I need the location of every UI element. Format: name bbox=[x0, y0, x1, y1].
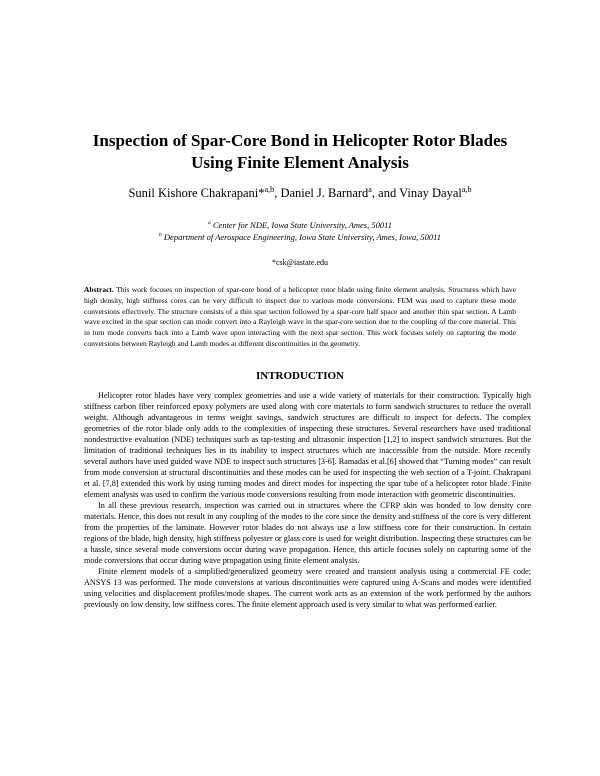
affiliation-b-mark: b bbox=[159, 232, 162, 239]
title-line-2: Using Finite Element Analysis bbox=[191, 153, 409, 172]
title-line-1: Inspection of Spar-Core Bond in Helicopter Rotor Blades bbox=[92, 131, 508, 150]
contact-email: *csk@iastate.edu bbox=[271, 258, 328, 267]
affiliation-b bbox=[60, 232, 540, 242]
abstract bbox=[84, 285, 516, 350]
introduction-body bbox=[84, 390, 531, 610]
author-3-affil-mark: a,b bbox=[461, 184, 472, 194]
section-heading-introduction: INTRODUCTION bbox=[255, 370, 344, 382]
author-2: , Daniel J. Barnard bbox=[274, 186, 369, 200]
abstract-text: This work focuses on inspection of spar-core bond of a helicopter rotor blade using finite element analysis. Structures which have high density, high stiffness cores can be very difficult to inspect due to various mode conversions. FEM was used to capture these mode conversions effectively. The structure consists of a thin spar section followed by a spar-core half space and another thin spar section. A Lamb wave excited in the spar section can mode convert into a Rayleigh wave in the spar-core section due to the coupling of the core material. This in turn mode converts back into a Lamb wave upon interacting with the next spar section. This work focuses solely on capturing the mode conversions between Rayleigh and Lamb modes at different discontinuities in the geometry. bbox=[84, 285, 516, 348]
author-1: Sunil Kishore Chakrapani* bbox=[128, 186, 265, 200]
author-1-affil-mark: a,b bbox=[264, 184, 275, 194]
affiliation-a bbox=[60, 220, 540, 230]
author-2-affil-mark: a bbox=[368, 184, 372, 194]
author-3: , and Vinay Dayal bbox=[371, 186, 462, 200]
intro-paragraph-1: Helicopter rotor blades have very complex geometries and use a wide variety of materials for their construction. Typically high stiffness carbon fiber reinforced epoxy polymers are used along with core materials to form sandwich structures to reduce the overall weight. Although advantageous in terms weight savings, sandwich structures are difficult to inspect for defects. The complex geometries of the rotor blade only adds to the complexities of inspecting these structures. Several researchers have used traditional nondestructive evaluation (NDE) techniques such as tap-testing and ultrasonic inspection [1,2] to inspect sandwich structures. But the limitation of traditional techniques lies in its inability to inspect structures which are inaccessible from the outside. More recently several authors have used guided wave NDE to inspect such structures [3-6]. Ramadas et al.[6] showed that “Turning modes” can result from mode conversion at structural discontinuities and these modes can be used for inspecting the web section of a T-joint. Chakrapani et al. [7,8] extended this work by using turning modes and direct modes for inspecting the spar tube of a helicopter rotor blade. Finite element analysis was used to confirm the various mode conversions resulting from mode interaction with geometric discontinuities. bbox=[84, 391, 531, 499]
intro-paragraph-3: Finite element models of a simplified/generalized geometry were created and transient analysis using a commercial FE code; ANSYS 13 was performed. The mode conversions at various discontinuities were captured using A-Scans and modes were identified using velocities and displacement profiles/mode shapes. The current work acts as an extension of the work performed by the authors previously on low density, low stiffness cores. The finite element approach used is very similar to what was performed earlier. bbox=[84, 567, 531, 609]
affiliation-a-text: Center for NDE, Iowa State University, Ames, 50011 bbox=[210, 220, 392, 230]
author-list bbox=[60, 186, 540, 201]
abstract-label: Abstract. bbox=[84, 285, 114, 294]
paper-title bbox=[60, 130, 540, 174]
intro-paragraph-2: In all these previous research, inspection was carried out in structures where the CFRP skin was bonded to low density core materials. Hence, this does not result in any coupling of the modes to the core since the density and stiffness of the core is very different from the properties of the laminate. However rotor blades do not always use a low stiffness core for their construction. In certain regions of the blade, high density, high stiffness polyester or glass core is used for weight distribution. Inspecting these structures can be a hassle, since several mode conversions occur during wave propagation. Hence, this article focuses solely on capturing some of the mode conversions that occur during wave propagation using finite element analysis. bbox=[84, 501, 531, 565]
affiliation-a-mark: a bbox=[207, 220, 211, 227]
affiliation-b-text: Department of Aerospace Engineering, Iowa State University, Ames, Iowa, 50011 bbox=[161, 232, 441, 242]
